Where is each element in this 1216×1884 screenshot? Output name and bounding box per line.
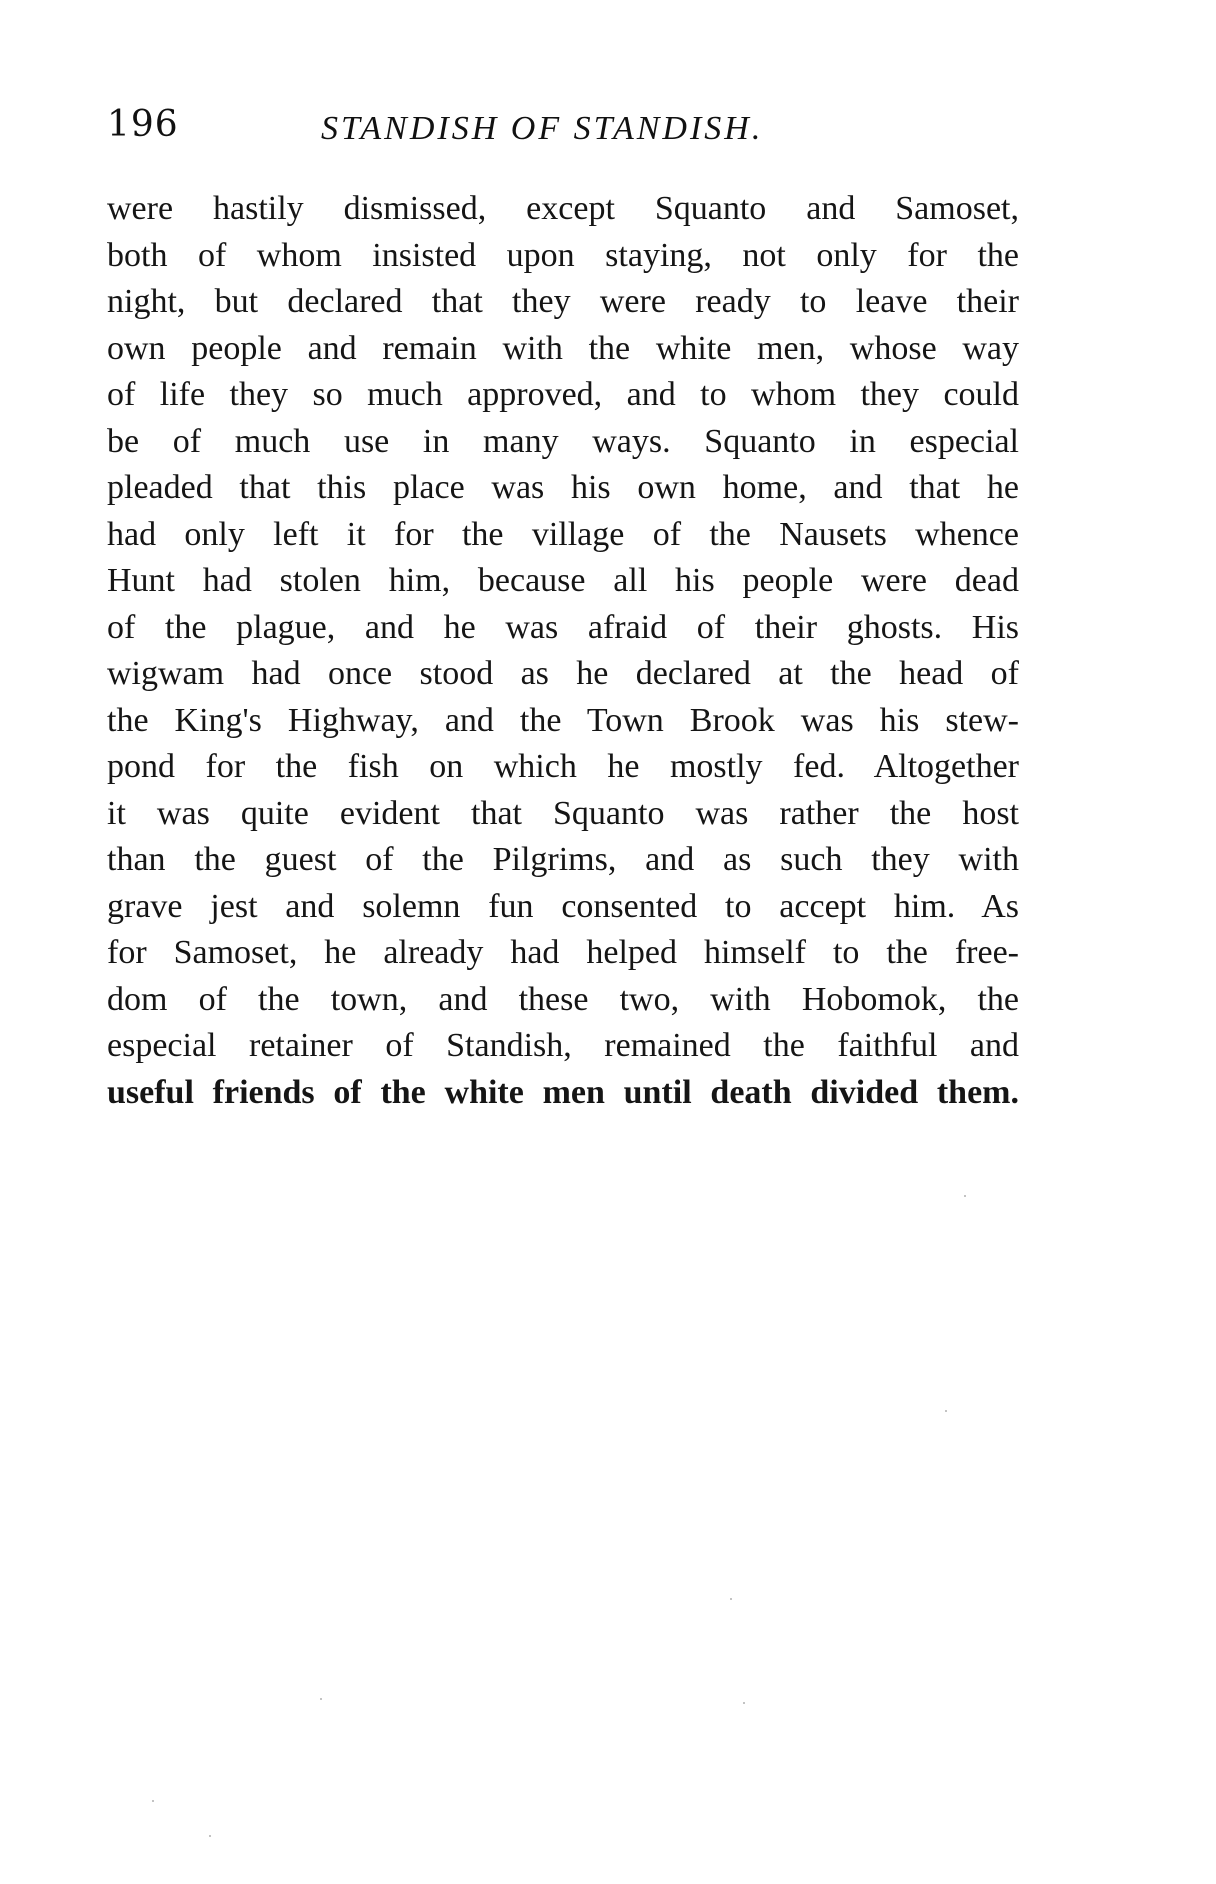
scan-speck: [209, 1835, 211, 1837]
page-number: 196: [107, 104, 179, 145]
text-line: Hunt had stolen him, because all his people were dead: [107, 562, 1019, 599]
page-header: [107, 104, 987, 154]
text-line: be of much use in many ways. Squanto in especial: [107, 422, 1019, 460]
text-line: especial retainer of Standish, remained the faithful and: [107, 1027, 1019, 1064]
text-line: both of whom insisted upon staying, not only for the: [107, 236, 1019, 274]
running-head: STANDISH OF STANDISH.: [321, 110, 764, 147]
scan-speck: [743, 1702, 745, 1704]
text-line: for Samoset, he already had helped himself to the free-: [107, 934, 1019, 971]
text-line: pleaded that this place was his own home, and that he: [107, 469, 1019, 506]
text-line: of the plague, and he was afraid of their ghosts. His: [107, 608, 1019, 646]
text-line: dom of the town, and these two, with Hobomok, the: [107, 980, 1019, 1018]
scan-speck: [730, 1598, 732, 1600]
text-line: own people and remain with the white men, whose way: [107, 329, 1019, 367]
text-line: useful friends of the white men until death divided them.: [107, 1073, 1019, 1111]
text-line: wigwam had once stood as he declared at the head of: [107, 655, 1019, 692]
text-line: of life they so much approved, and to whom they could: [107, 376, 1019, 413]
scan-speck: [964, 1195, 966, 1197]
text-line: than the guest of the Pilgrims, and as such they with: [107, 841, 1019, 878]
text-line: the King's Highway, and the Town Brook was his stew-: [107, 701, 1019, 739]
text-line: night, but declared that they were ready to leave their: [107, 283, 1019, 320]
text-line: grave jest and solemn fun consented to accept him. As: [107, 887, 1019, 925]
scan-speck: [945, 1410, 947, 1412]
text-line: had only left it for the village of the Nausets whence: [107, 515, 1019, 553]
text-line: it was quite evident that Squanto was rather the host: [107, 794, 1019, 832]
text-line: pond for the fish on which he mostly fed. Altogether: [107, 748, 1019, 785]
scan-speck: [320, 1698, 322, 1700]
scan-speck: [152, 1800, 154, 1802]
body-paragraph: [107, 186, 1019, 1116]
text-line: were hastily dismissed, except Squanto and Samoset,: [107, 190, 1019, 227]
